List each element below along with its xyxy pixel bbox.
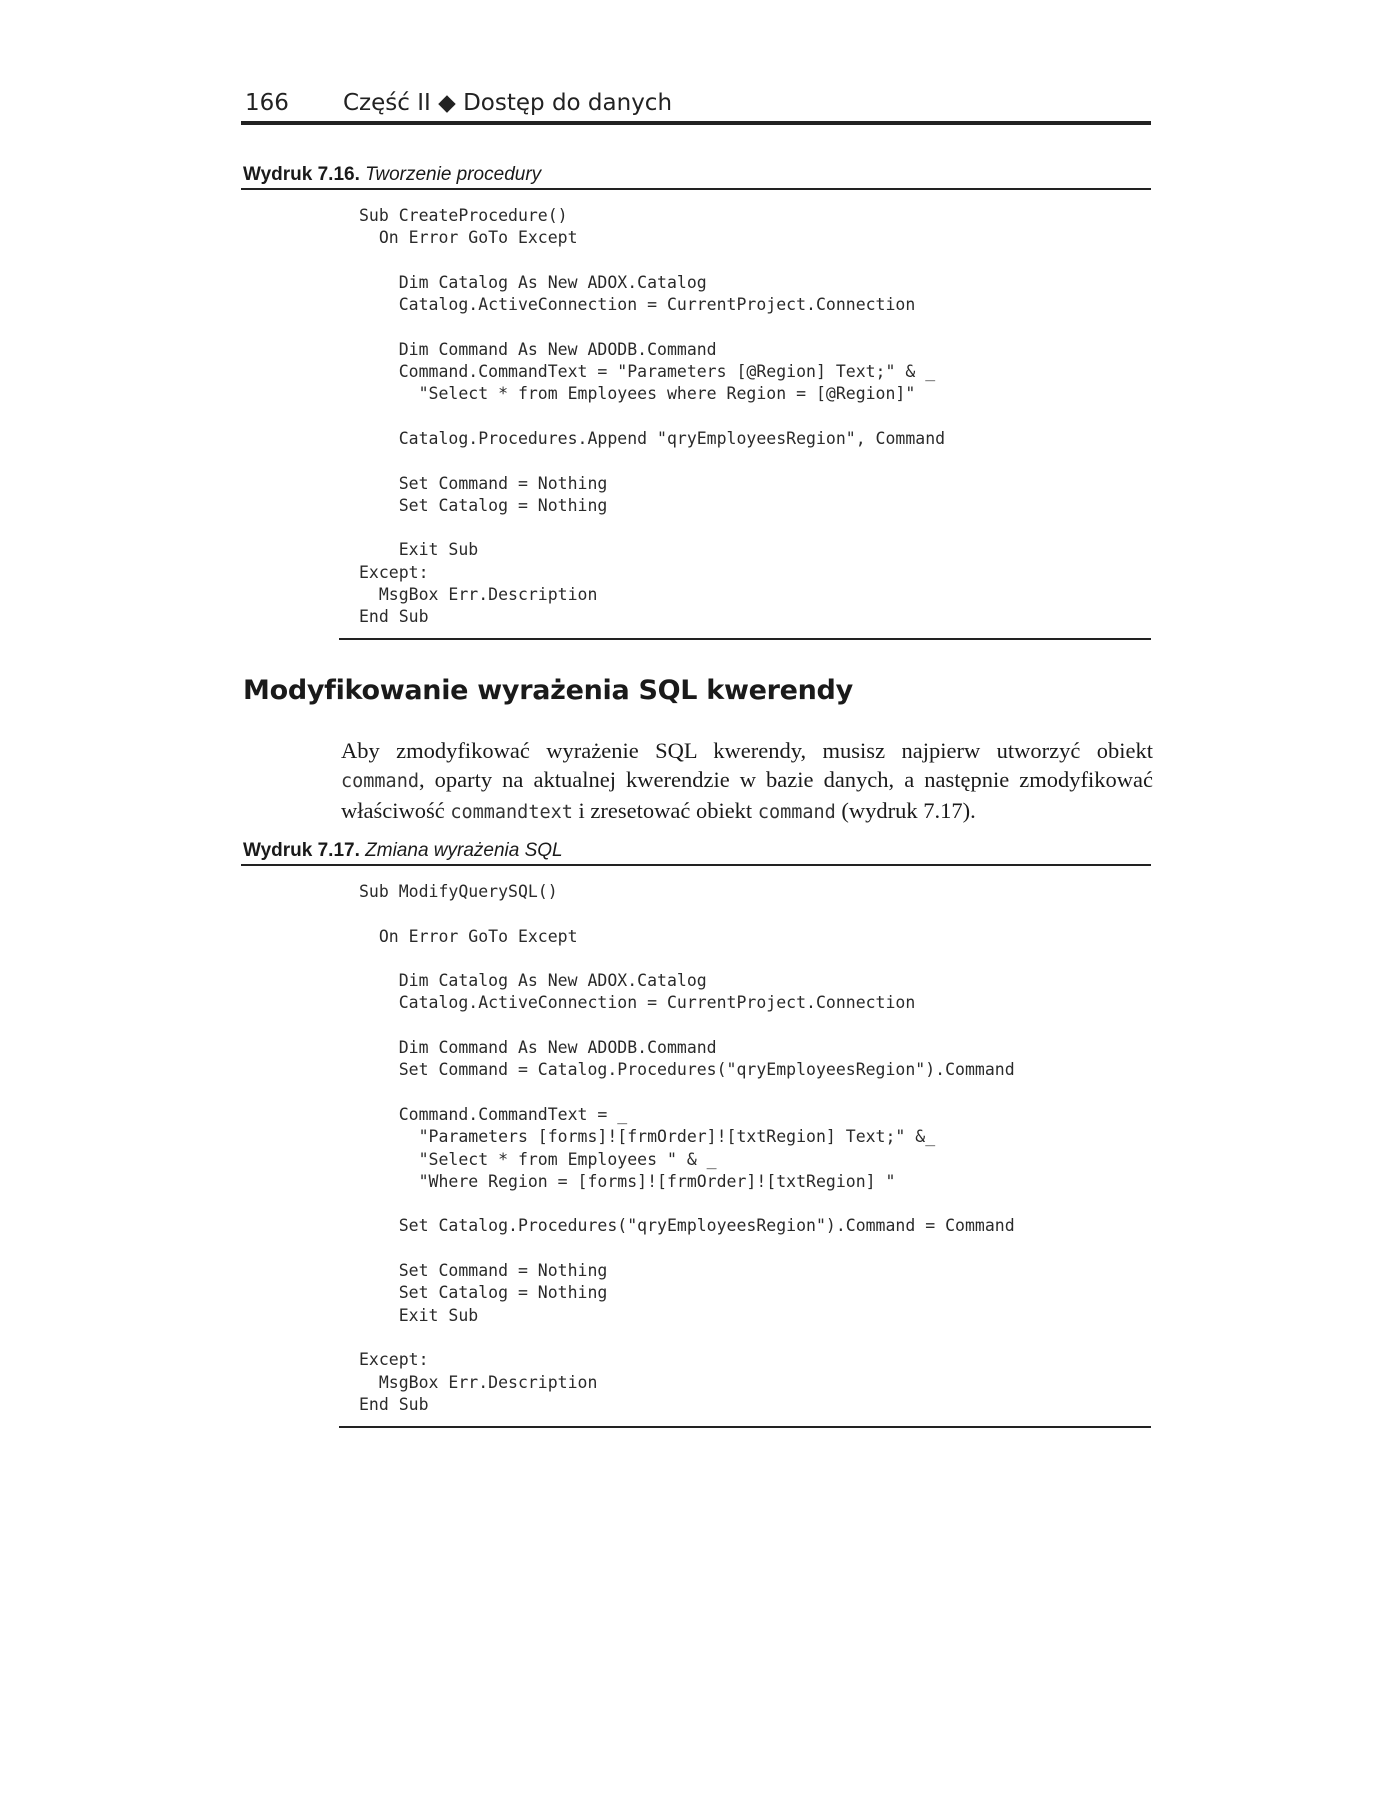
code-listing-7-17 bbox=[359, 881, 1015, 1416]
code-line: Except: bbox=[359, 562, 429, 582]
listing-title: Tworzenie procedury bbox=[365, 164, 542, 185]
code-line bbox=[359, 1238, 1015, 1260]
code-line bbox=[359, 450, 945, 472]
body-paragraph bbox=[341, 736, 1153, 827]
code-line: Catalog.ActiveConnection = CurrentProject.Connection bbox=[359, 993, 916, 1013]
listing-bottom-rule bbox=[339, 1426, 1151, 1428]
inline-code-command: command bbox=[341, 771, 419, 792]
code-line: On Error GoTo Except bbox=[359, 228, 578, 248]
code-line: "Where Region = [forms]![frmOrder]![txtRegion] " bbox=[359, 1171, 896, 1191]
listing-title: Zmiana wyrażenia SQL bbox=[365, 840, 563, 861]
running-header bbox=[245, 86, 1151, 126]
code-line: Set Catalog = Nothing bbox=[359, 495, 608, 515]
code-line: Exit Sub bbox=[359, 540, 479, 560]
paragraph-text: , oparty na aktualnej kwerendzie w bazie danych, a następnie zmodyfikować właściwość bbox=[341, 767, 1153, 823]
code-line: End Sub bbox=[359, 1394, 429, 1414]
inline-code-commandtext: commandtext bbox=[450, 802, 573, 823]
code-line: Exit Sub bbox=[359, 1305, 479, 1325]
code-line: Dim Command As New ADODB.Command bbox=[359, 1038, 717, 1058]
code-line: Catalog.Procedures.Append "qryEmployeesRegion", Command bbox=[359, 428, 946, 448]
code-line: Sub ModifyQuerySQL() bbox=[359, 882, 558, 901]
code-line bbox=[359, 903, 1015, 925]
code-line: Dim Catalog As New ADOX.Catalog bbox=[359, 272, 707, 292]
code-line bbox=[359, 948, 1015, 970]
code-line: Except: bbox=[359, 1350, 429, 1370]
listing-caption-7-16 bbox=[243, 164, 1151, 186]
header-rule bbox=[241, 121, 1151, 125]
code-line: "Select * from Employees where Region = [@Region]" bbox=[359, 384, 916, 404]
code-line: "Select * from Employees " & _ bbox=[359, 1149, 717, 1169]
paragraph-text: Aby zmodyfikować wyrażenie SQL kwerendy, musisz najpierw utworzyć obiekt bbox=[341, 738, 1153, 763]
chapter-title: Część II ◆ Dostęp do danych bbox=[343, 90, 673, 116]
listing-bottom-rule bbox=[339, 638, 1151, 640]
code-line: Set Catalog.Procedures("qryEmployeesRegion").Command = Command bbox=[359, 1216, 1015, 1236]
page-number: 166 bbox=[245, 90, 289, 116]
code-line: Set Command = Nothing bbox=[359, 473, 608, 493]
listing-top-rule bbox=[241, 188, 1151, 190]
code-line bbox=[359, 1082, 1015, 1104]
code-line: MsgBox Err.Description bbox=[359, 585, 598, 605]
code-line: Dim Catalog As New ADOX.Catalog bbox=[359, 971, 707, 991]
inline-code-command: command bbox=[757, 802, 836, 823]
listing-caption-7-17 bbox=[243, 840, 1151, 862]
code-line: Sub CreateProcedure() bbox=[359, 206, 568, 225]
code-line: Command.CommandText = "Parameters [@Region] Text;" & _ bbox=[359, 362, 936, 382]
code-line: Catalog.ActiveConnection = CurrentProject.Connection bbox=[359, 295, 916, 315]
code-line bbox=[359, 316, 945, 338]
code-line: "Parameters [forms]![frmOrder]![txtRegion] Text;" &_ bbox=[359, 1127, 936, 1147]
code-line bbox=[359, 1327, 1015, 1349]
listing-label: Wydruk 7.16. bbox=[243, 164, 360, 185]
code-line bbox=[359, 1193, 1015, 1215]
paragraph-text: (wydruk 7.17). bbox=[835, 798, 976, 823]
code-line: Command.CommandText = _ bbox=[359, 1104, 628, 1124]
code-line bbox=[359, 406, 945, 428]
code-line: MsgBox Err.Description bbox=[359, 1372, 598, 1392]
code-line: On Error GoTo Except bbox=[359, 926, 578, 946]
section-heading: Modyfikowanie wyrażenia SQL kwerendy bbox=[243, 675, 853, 706]
code-line: Dim Command As New ADODB.Command bbox=[359, 339, 717, 359]
code-line bbox=[359, 517, 945, 539]
paragraph-text: i zresetować obiekt bbox=[572, 798, 758, 823]
code-listing-7-16 bbox=[359, 205, 945, 629]
code-line: End Sub bbox=[359, 607, 429, 627]
code-line: Set Command = Nothing bbox=[359, 1261, 608, 1281]
listing-top-rule bbox=[241, 864, 1151, 866]
code-line: Set Catalog = Nothing bbox=[359, 1283, 608, 1303]
code-line bbox=[359, 250, 945, 272]
code-line bbox=[359, 1015, 1015, 1037]
listing-label: Wydruk 7.17. bbox=[243, 840, 360, 861]
code-line: Set Command = Catalog.Procedures("qryEmployeesRegion").Command bbox=[359, 1060, 1015, 1080]
